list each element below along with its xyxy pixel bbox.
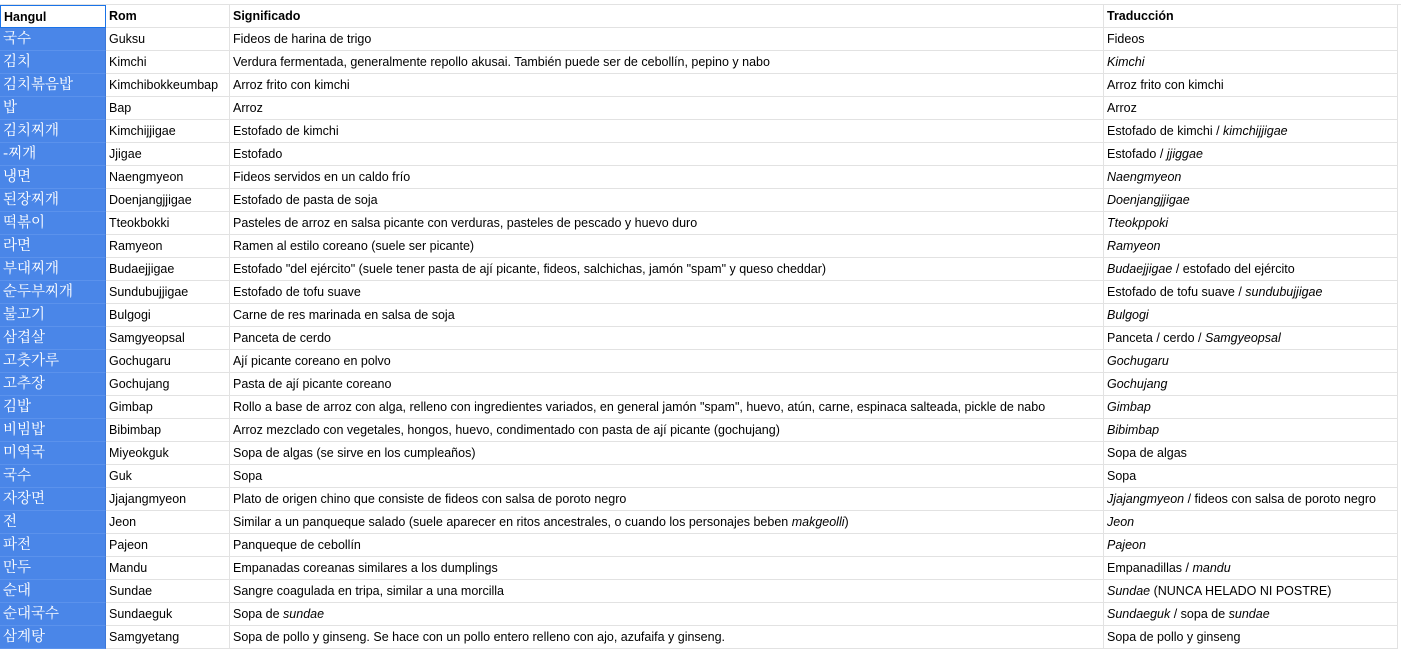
text-run: Gochugaru — [1107, 354, 1169, 368]
traduccion-cell[interactable] — [1104, 51, 1398, 74]
text-run: Estofado de pasta de soja — [233, 193, 378, 207]
rom-cell[interactable]: Mandu — [106, 557, 230, 580]
rom-cell[interactable]: Naengmyeon — [106, 166, 230, 189]
text-run: Panceta / cerdo / — [1107, 331, 1205, 345]
text-run: Empanadillas / — [1107, 561, 1193, 575]
hangul-cell[interactable]: 순대국수 — [0, 603, 106, 626]
text-run: Jeon — [1107, 515, 1135, 529]
header-traduccion[interactable]: Traducción — [1104, 5, 1398, 28]
hangul-cell[interactable]: 미역국 — [0, 442, 106, 465]
text-run: / sopa de — [1170, 607, 1229, 621]
rom-cell[interactable]: Budaejjigae — [106, 258, 230, 281]
hangul-cell[interactable]: 순대 — [0, 580, 106, 603]
traduccion-cell[interactable] — [1104, 235, 1398, 258]
hangul-cell[interactable]: 만두 — [0, 557, 106, 580]
table-row — [0, 74, 1398, 97]
rom-cell[interactable]: Sundaeguk — [106, 603, 230, 626]
significado-cell[interactable] — [230, 258, 1104, 281]
table-row — [0, 511, 1398, 534]
rom-cell[interactable]: Jjajangmyeon — [106, 488, 230, 511]
traduccion-cell[interactable] — [1104, 350, 1398, 373]
significado-cell[interactable] — [230, 511, 1104, 534]
text-run: Gochujang — [1107, 377, 1168, 391]
traduccion-cell[interactable] — [1104, 97, 1398, 120]
text-run: Naengmyeon — [1107, 170, 1182, 184]
rom-cell[interactable]: Bibimbap — [106, 419, 230, 442]
text-run: Fideos de harina de trigo — [233, 32, 372, 46]
text-run: Tteokppoki — [1107, 216, 1169, 230]
significado-cell[interactable] — [230, 373, 1104, 396]
rom-cell[interactable]: Gimbap — [106, 396, 230, 419]
rom-cell[interactable]: Guksu — [106, 28, 230, 51]
traduccion-cell[interactable] — [1104, 189, 1398, 212]
text-run: Panceta de cerdo — [233, 331, 331, 345]
text-run: Sopa de — [233, 607, 284, 621]
text-run: Sopa — [1107, 469, 1137, 483]
table-row — [0, 419, 1398, 442]
rom-cell[interactable]: Doenjangjjigae — [106, 189, 230, 212]
traduccion-cell[interactable] — [1104, 120, 1398, 143]
text-run: sundubujjigae — [1245, 285, 1323, 299]
text-run: Plato de origen chino que consiste de fideos con salsa de poroto negro — [233, 492, 627, 506]
hangul-cell[interactable]: 밥 — [0, 97, 106, 120]
table-row — [0, 166, 1398, 189]
significado-cell[interactable] — [230, 603, 1104, 626]
traduccion-cell[interactable] — [1104, 327, 1398, 350]
text-run: Estofado de tofu suave — [233, 285, 361, 299]
hangul-cell[interactable]: 비빔밥 — [0, 419, 106, 442]
traduccion-cell[interactable] — [1104, 626, 1398, 649]
header-rom[interactable]: Rom — [106, 5, 230, 28]
traduccion-cell[interactable] — [1104, 534, 1398, 557]
significado-cell[interactable] — [230, 580, 1104, 603]
text-run: Sundaeguk — [1107, 607, 1171, 621]
text-run: jjiggae — [1166, 147, 1203, 161]
text-run: sundae — [283, 607, 325, 621]
text-run: / estofado del ejército — [1172, 262, 1295, 276]
significado-cell[interactable] — [230, 97, 1104, 120]
rom-cell[interactable]: Pajeon — [106, 534, 230, 557]
hangul-cell[interactable]: 김밥 — [0, 396, 106, 419]
rom-cell[interactable]: Bulgogi — [106, 304, 230, 327]
text-run: Estofado de tofu suave / — [1107, 285, 1246, 299]
hangul-cell[interactable]: 자장면 — [0, 488, 106, 511]
traduccion-cell[interactable] — [1104, 488, 1398, 511]
text-run: Pajeon — [1107, 538, 1146, 552]
traduccion-cell[interactable] — [1104, 28, 1398, 51]
hangul-cell[interactable]: 국수 — [0, 28, 106, 51]
traduccion-cell[interactable] — [1104, 212, 1398, 235]
traduccion-cell[interactable] — [1104, 396, 1398, 419]
hangul-cell[interactable]: 부대찌개 — [0, 258, 106, 281]
traduccion-cell[interactable] — [1104, 281, 1398, 304]
traduccion-cell[interactable] — [1104, 511, 1398, 534]
table-row — [0, 580, 1398, 603]
table-row — [0, 396, 1398, 419]
significado-cell[interactable] — [230, 212, 1104, 235]
rom-cell[interactable]: Kimchijjigae — [106, 120, 230, 143]
rom-cell[interactable]: Tteokbokki — [106, 212, 230, 235]
table-row — [0, 258, 1398, 281]
hangul-cell[interactable]: 순두부찌개 — [0, 281, 106, 304]
text-run: mandu — [1192, 561, 1231, 575]
traduccion-cell[interactable] — [1104, 603, 1398, 626]
rom-cell[interactable]: Samgyeopsal — [106, 327, 230, 350]
significado-cell[interactable] — [230, 74, 1104, 97]
significado-cell[interactable] — [230, 235, 1104, 258]
text-run: makgeolli — [791, 515, 845, 529]
text-run: Estofado "del ejército" (suele tener pasta de ají picante, fideos, salchichas, jamón "spam" y queso cheddar) — [233, 262, 827, 276]
header-row — [0, 5, 1398, 28]
table-row — [0, 534, 1398, 557]
text-run: Arroz frito con kimchi — [1107, 78, 1224, 92]
text-run: Sundae — [1107, 584, 1151, 598]
hangul-cell[interactable]: 김치볶음밥 — [0, 74, 106, 97]
significado-cell[interactable] — [230, 396, 1104, 419]
rom-cell[interactable]: Gochugaru — [106, 350, 230, 373]
text-run: Estofado — [233, 147, 283, 161]
text-run: Estofado de kimchi / — [1107, 124, 1224, 138]
significado-cell[interactable] — [230, 120, 1104, 143]
text-run: Pasteles de arroz en salsa picante con verduras, pasteles de pescado y huevo duro — [233, 216, 698, 230]
table-row — [0, 350, 1398, 373]
hangul-cell[interactable]: 불고기 — [0, 304, 106, 327]
traduccion-cell[interactable] — [1104, 442, 1398, 465]
traduccion-cell[interactable] — [1104, 166, 1398, 189]
traduccion-cell[interactable] — [1104, 580, 1398, 603]
significado-cell[interactable] — [230, 419, 1104, 442]
significado-cell[interactable] — [230, 51, 1104, 74]
significado-cell[interactable] — [230, 626, 1104, 649]
rom-cell[interactable]: Jjigae — [106, 143, 230, 166]
text-run: Sopa de pollo y ginseng — [1107, 630, 1241, 644]
text-run: ) — [844, 515, 849, 529]
hangul-cell[interactable]: 김치 — [0, 51, 106, 74]
table-row — [0, 442, 1398, 465]
text-run: Carne de res marinada en salsa de soja — [233, 308, 455, 322]
hangul-cell[interactable]: -찌개 — [0, 143, 106, 166]
text-run: Bibimbap — [1107, 423, 1160, 437]
table-row — [0, 557, 1398, 580]
header-significado[interactable]: Significado — [230, 5, 1104, 28]
rom-cell[interactable]: Gochujang — [106, 373, 230, 396]
hangul-cell[interactable]: 고춧가루 — [0, 350, 106, 373]
significado-cell[interactable] — [230, 281, 1104, 304]
text-run: Arroz — [1107, 101, 1137, 115]
text-run: Doenjangjjigae — [1107, 193, 1190, 207]
traduccion-cell[interactable] — [1104, 419, 1398, 442]
traduccion-cell[interactable] — [1104, 557, 1398, 580]
hangul-cell[interactable]: 전 — [0, 511, 106, 534]
text-run: Fideos — [1107, 32, 1145, 46]
text-run: Sopa — [233, 469, 263, 483]
text-run: Jjajangmyeon — [1107, 492, 1185, 506]
hangul-cell[interactable]: 떡볶이 — [0, 212, 106, 235]
table-row — [0, 603, 1398, 626]
text-run: Sopa de algas (se sirve en los cumpleaños) — [233, 446, 476, 460]
text-run: Arroz mezclado con vegetales, hongos, huevo, condimentado con pasta de ají picante (gochujang) — [233, 423, 780, 437]
rom-cell[interactable]: Sundae — [106, 580, 230, 603]
text-run: Sopa de algas — [1107, 446, 1187, 460]
traduccion-cell[interactable] — [1104, 143, 1398, 166]
text-run: Arroz frito con kimchi — [233, 78, 350, 92]
table-row — [0, 143, 1398, 166]
header-hangul[interactable]: Hangul — [0, 5, 106, 28]
significado-cell[interactable] — [230, 534, 1104, 557]
text-run: Empanadas coreanas similares a los dumplings — [233, 561, 498, 575]
text-run: Bulgogi — [1107, 308, 1149, 322]
hangul-cell[interactable]: 김치찌개 — [0, 120, 106, 143]
text-run: Similar a un panqueque salado (suele aparecer en ritos ancestrales, o cuando los personajes beben — [233, 515, 792, 529]
traduccion-cell[interactable] — [1104, 373, 1398, 396]
text-run: Kimchi — [1107, 55, 1145, 69]
rom-cell[interactable]: Miyeokguk — [106, 442, 230, 465]
text-run: Rollo a base de arroz con alga, relleno con ingredientes variados, en general jamón "spam", huevo, atún, carne, espinaca salteada, pickle de nabo — [233, 400, 1046, 414]
rom-cell[interactable]: Samgyetang — [106, 626, 230, 649]
hangul-cell[interactable]: 국수 — [0, 465, 106, 488]
table-row — [0, 488, 1398, 511]
text-run: Gimbap — [1107, 400, 1151, 414]
text-run: Verdura fermentada, generalmente repollo akusai. También puede ser de cebollín, pepino y nabo — [233, 55, 770, 69]
text-run: Estofado / — [1107, 147, 1167, 161]
table-row — [0, 51, 1398, 74]
text-run: Sangre coagulada en tripa, similar a una morcilla — [233, 584, 504, 598]
hangul-cell[interactable]: 고추장 — [0, 373, 106, 396]
table-row — [0, 120, 1398, 143]
traduccion-cell[interactable] — [1104, 258, 1398, 281]
rom-cell[interactable]: Kimchi — [106, 51, 230, 74]
text-run: Ají picante coreano en polvo — [233, 354, 391, 368]
significado-cell[interactable] — [230, 350, 1104, 373]
traduccion-cell[interactable] — [1104, 304, 1398, 327]
traduccion-cell[interactable] — [1104, 74, 1398, 97]
text-run: sundae — [1228, 607, 1270, 621]
rom-cell[interactable]: Kimchibokkeumbap — [106, 74, 230, 97]
traduccion-cell[interactable] — [1104, 465, 1398, 488]
spreadsheet-grid — [0, 5, 1398, 649]
table-row — [0, 212, 1398, 235]
text-run: Pasta de ají picante coreano — [233, 377, 392, 391]
hangul-cell[interactable]: 파전 — [0, 534, 106, 557]
text-run: Panqueque de cebollín — [233, 538, 361, 552]
significado-cell[interactable] — [230, 327, 1104, 350]
significado-cell[interactable] — [230, 488, 1104, 511]
table-row — [0, 97, 1398, 120]
significado-cell[interactable] — [230, 557, 1104, 580]
table-row — [0, 626, 1398, 649]
rom-cell[interactable]: Jeon — [106, 511, 230, 534]
rom-cell[interactable]: Ramyeon — [106, 235, 230, 258]
hangul-cell[interactable]: 된장찌개 — [0, 189, 106, 212]
table-row — [0, 373, 1398, 396]
text-run: Estofado de kimchi — [233, 124, 339, 138]
table-row — [0, 304, 1398, 327]
significado-cell[interactable] — [230, 189, 1104, 212]
hangul-cell[interactable]: 삼겹살 — [0, 327, 106, 350]
table-row — [0, 28, 1398, 51]
table-body — [0, 28, 1398, 649]
rom-cell[interactable]: Sundubujjigae — [106, 281, 230, 304]
hangul-cell[interactable]: 라면 — [0, 235, 106, 258]
text-run: / fideos con salsa de poroto negro — [1184, 492, 1376, 506]
text-run: Arroz — [233, 101, 263, 115]
text-run: Ramyeon — [1107, 239, 1161, 253]
table-row — [0, 189, 1398, 212]
significado-cell[interactable] — [230, 143, 1104, 166]
text-run: Ramen al estilo coreano (suele ser picante) — [233, 239, 475, 253]
table-row — [0, 281, 1398, 304]
significado-cell[interactable] — [230, 442, 1104, 465]
hangul-cell[interactable]: 냉면 — [0, 166, 106, 189]
table-row — [0, 465, 1398, 488]
text-run: Samgyeopsal — [1204, 331, 1281, 345]
text-run: kimchijjigae — [1223, 124, 1288, 138]
table-row — [0, 327, 1398, 350]
table-row — [0, 235, 1398, 258]
text-run: (NUNCA HELADO NI POSTRE) — [1150, 584, 1332, 598]
hangul-cell[interactable]: 삼계탕 — [0, 626, 106, 649]
significado-cell[interactable] — [230, 304, 1104, 327]
significado-cell[interactable] — [230, 166, 1104, 189]
significado-cell[interactable] — [230, 465, 1104, 488]
text-run: Fideos servidos en un caldo frío — [233, 170, 411, 184]
rom-cell[interactable]: Guk — [106, 465, 230, 488]
significado-cell[interactable] — [230, 28, 1104, 51]
text-run: Sopa de pollo y ginseng. Se hace con un pollo entero relleno con ajo, azufaifa y ginseng. — [233, 630, 726, 644]
rom-cell[interactable]: Bap — [106, 97, 230, 120]
text-run: Budaejjigae — [1107, 262, 1173, 276]
